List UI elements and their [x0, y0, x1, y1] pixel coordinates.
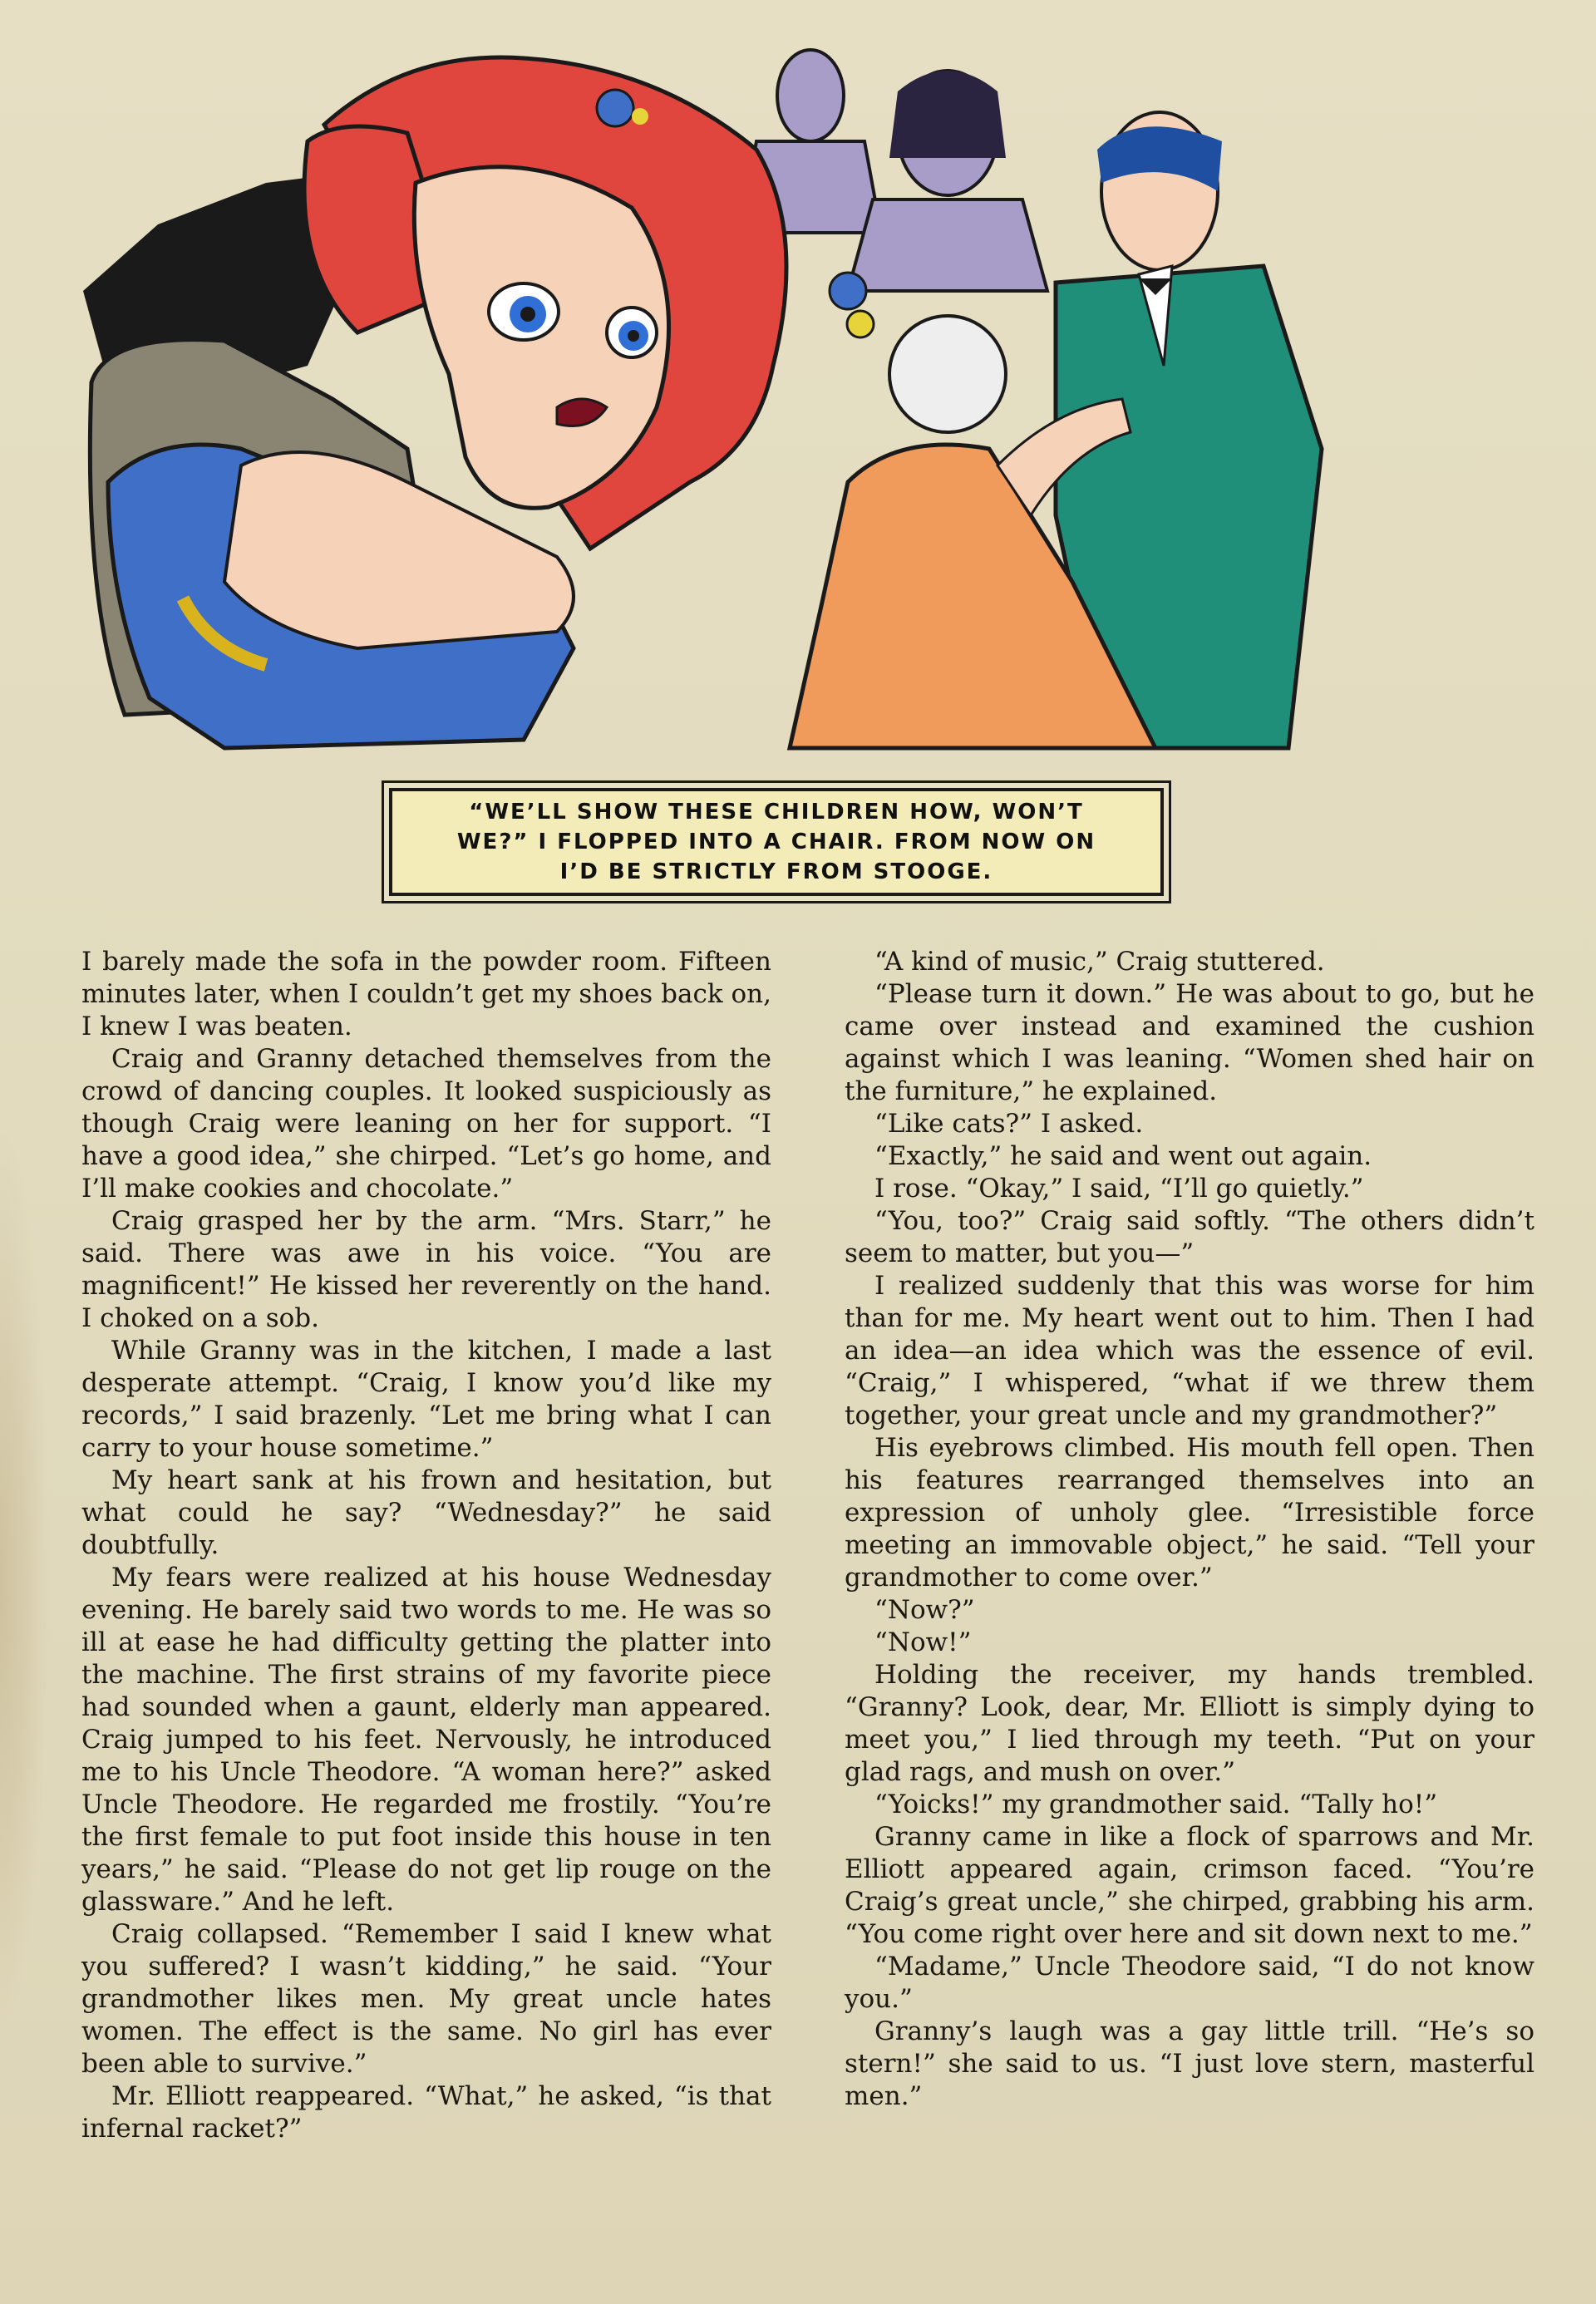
paragraph: Granny’s laugh was a gay little trill. “He’s so stern!” she said to us. “I just love stern, masterful men.” — [845, 2016, 1534, 2111]
caption-line-2: WE?” I FLOPPED INTO A CHAIR. FROM NOW ON — [456, 830, 1096, 854]
caption-line-3: I’D BE STRICTLY FROM STOOGE. — [559, 859, 993, 884]
paragraph: “Madame,” Uncle Theodore said, “I do not know you.” — [845, 1952, 1534, 2014]
caption-line-1: “WE’LL SHOW THESE CHILDREN HOW, WON’T — [469, 800, 1084, 825]
paragraph: I rose. “Okay,” I said, “I’ll go quietly.” — [874, 1174, 1364, 1204]
paragraph: “You, too?” Craig said softly. “The others didn’t seem to matter, but you—” — [845, 1206, 1534, 1268]
paragraph: “Exactly,” he said and went out again. — [874, 1141, 1372, 1171]
paragraph: Mr. Elliott reappeared. “What,” he asked, “is that infernal racket?” — [81, 2081, 771, 2144]
paragraph: “Now!” — [874, 1627, 972, 1657]
paragraph: His eyebrows climbed. His mouth fell open. Then his features rearranged themselves into an expression of unholy glee. “Irresistible force meeting an immovable object,” he said. “Tell your grandmother to come over.” — [845, 1433, 1534, 1593]
paragraph: Craig and Granny detached themselves from the crowd of dancing couples. It looked suspiciously as though Craig were leaning on her for support. “I have a good idea,” she chirped. “Let’s go home, and I’ll make cookies and chocolate.” — [81, 1044, 771, 1204]
right-text-column — [845, 946, 1534, 2113]
left-text-column — [81, 946, 771, 2145]
paragraph: While Granny was in the kitchen, I made a last desperate attempt. “Craig, I know you’d like my records,” I said brazenly. “Let me bring what I can carry to your house sometime.” — [81, 1336, 771, 1463]
paragraph: “Like cats?” I asked. — [874, 1109, 1144, 1139]
paragraph: Holding the receiver, my hands trembled. “Granny? Look, dear, Mr. Elliott is simply dying to meet you,” I lied through my teeth. “Put on your glad rags, and mush on over.” — [845, 1660, 1534, 1787]
romance-illustration-icon — [58, 17, 1388, 781]
paragraph: My fears were realized at his house Wednesday evening. He barely said two words to me. He was so ill at ease he had difficulty getting the platter into the machine. The first strains of my favorite piece had sounded when a gaunt, elderly man appeared. Craig jumped to his feet. Nervously, he introduced me to his Uncle Theodore. “A woman here?” asked Uncle Theodore. He regarded me frostily. “You’re the first female to put foot inside this house in ten years,” he said. “Please do not get lip rouge on the glassware.” And he left. — [81, 1563, 771, 1917]
paragraph: Granny came in like a flock of sparrows and Mr. Elliott appeared again, crimson faced. “You’re Craig’s great uncle,” she chirped, grabbing his arm. “You come right over here and sit down next to me.” — [845, 1822, 1534, 1949]
paragraph: Craig grasped her by the arm. “Mrs. Starr,” he said. There was awe in his voice. “You are magnificent!” He kissed her reverently on the hand. I choked on a sob. — [81, 1206, 771, 1333]
paragraph: “Now?” — [874, 1595, 975, 1625]
paragraph: “Please turn it down.” He was about to go, but he came over instead and examined the cushion against which I was leaning. “Women shed hair on the furniture,” he explained. — [845, 979, 1534, 1106]
paragraph: My heart sank at his frown and hesitation, but what could he say? “Wednesday?” he said doubtfully. — [81, 1465, 771, 1560]
paragraph: I realized suddenly that this was worse for him than for me. My heart went out to him. Then I had an idea—an idea which was the essence of evil. “Craig,” I whispered, “what if we threw them together, your great uncle and my grandmother?” — [845, 1271, 1534, 1430]
paper-stain — [0, 1122, 50, 2036]
caption-box — [389, 788, 1164, 896]
paragraph: Craig collapsed. “Remember I said I knew what you suffered? I wasn’t kidding,” he said. “Your grandmother likes men. My great uncle hates women. The effect is the same. No girl has ever been able to survive.” — [81, 1919, 771, 2079]
paragraph: I barely made the sofa in the powder room. Fifteen minutes later, when I couldn’t get my shoes back on, I knew I was beaten. — [81, 947, 771, 1041]
illustration-panel — [58, 17, 1388, 781]
paragraph: “A kind of music,” Craig stuttered. — [874, 947, 1325, 977]
paragraph: “Yoicks!” my grandmother said. “Tally ho!” — [874, 1790, 1438, 1819]
